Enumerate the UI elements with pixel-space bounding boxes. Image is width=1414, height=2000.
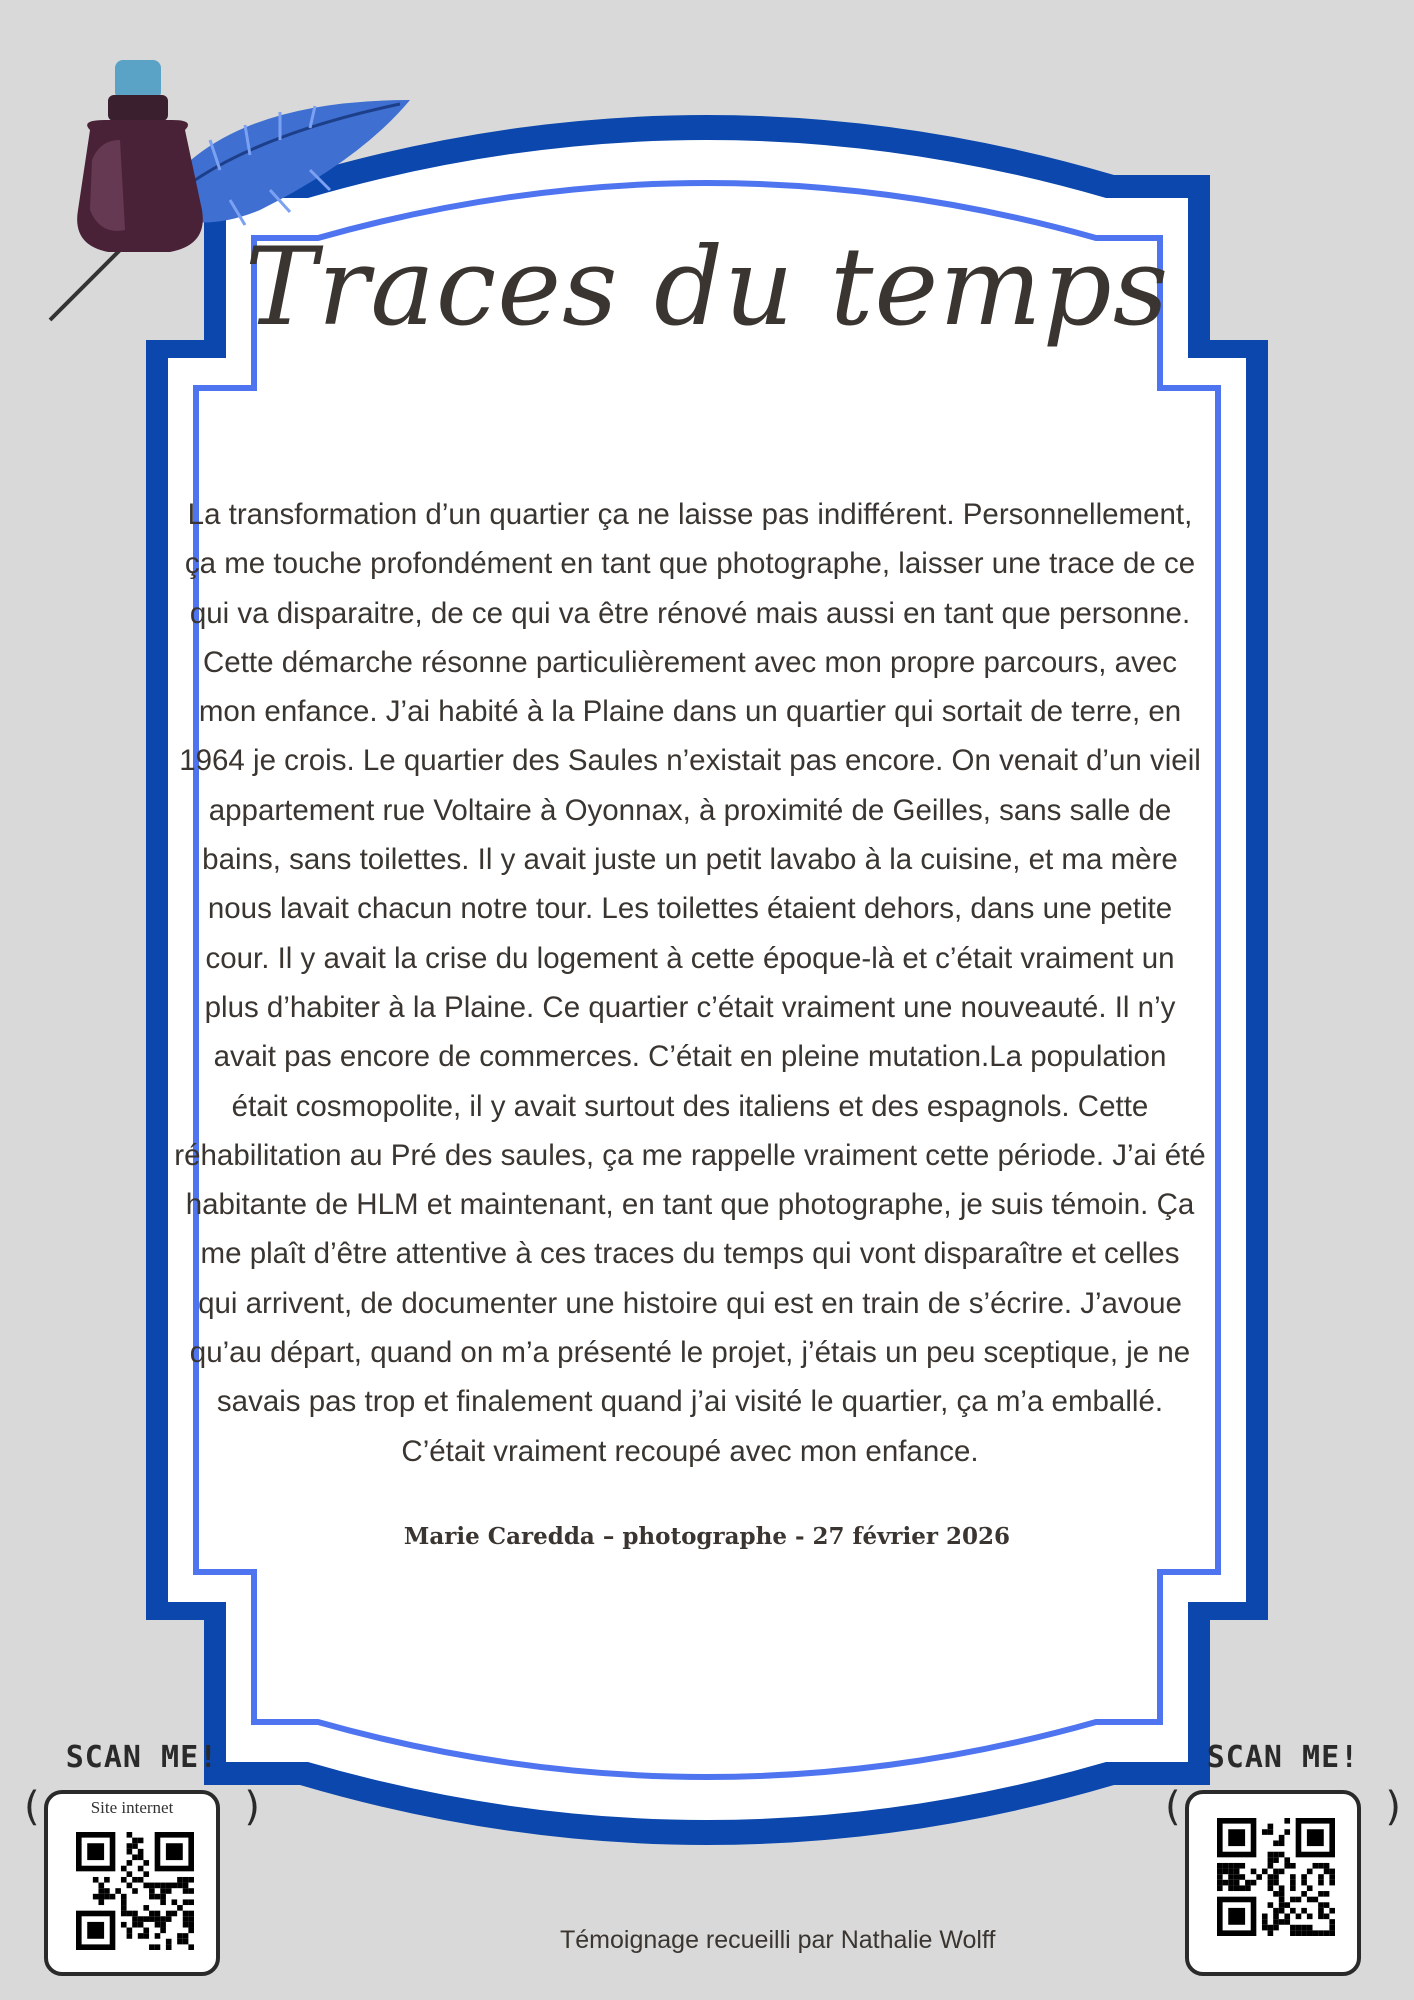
bracket-right-icon: )	[1385, 1784, 1401, 1830]
qr-caption: Site internet	[90, 1798, 174, 1817]
text-line: habitante de HLM et maintenant, en tant que photographe, je suis témoin. Ça	[185, 1188, 1195, 1222]
qr-code-icon[interactable]	[76, 1832, 194, 1950]
qr-block-website[interactable]	[22, 1740, 262, 1990]
signature-line: Marie Caredda – photographe - 27 février 2026	[403, 1523, 1011, 1550]
text-line: était cosmopolite, il y avait surtout des italiens et des espagnols. Cette	[231, 1089, 1149, 1123]
text-line: nous lavait chacun notre tour. Les toilettes étaient dehors, dans une petite	[207, 892, 1173, 926]
text-line: me plaît d’être attentive à ces traces du temps qui vont disparaître et celles	[200, 1237, 1180, 1271]
text-line: La transformation d’un quartier ça ne laisse pas indifférent. Personnellement,	[187, 498, 1193, 531]
bracket-right-icon: )	[244, 1784, 260, 1830]
text-line: qui va disparaitre, de ce qui va être rénové mais aussi en tant que personne.	[189, 596, 1191, 630]
footer-credit: Témoignage recueilli par Nathalie Wolff	[560, 1926, 996, 1954]
text-line: qu’au départ, quand on m’a présenté le projet, j’étais un peu sceptique, je ne	[189, 1336, 1191, 1370]
text-line: qui arrivent, de documenter une histoire qui est en train de s’écrire. J’avoue	[198, 1286, 1182, 1320]
text-line: ça me touche profondément en tant que photographe, laisser une trace de ce	[184, 547, 1196, 581]
text-line: savais pas trop et finalement quand j’ai visité le quartier, ça m’a emballé.	[216, 1385, 1164, 1419]
text-line: avait pas encore de commerces. C’était en pleine mutation.La population	[213, 1040, 1167, 1074]
text-line: cour. Il y avait la crise du logement à cette époque-là et c’était vraiment un	[205, 941, 1175, 975]
text-line: C’était vraiment recoupé avec mon enfance.	[401, 1434, 979, 1468]
text-line: 1964 je crois. Le quartier des Saules n’existait pas encore. On venait d’un vieil	[179, 744, 1201, 778]
testimony-text	[160, 490, 1220, 1476]
bracket-left-icon: (	[24, 1784, 40, 1830]
qr-card[interactable]	[1185, 1790, 1361, 1976]
text-line: appartement rue Voltaire à Oyonnax, à proximité de Geilles, sans salle de	[208, 793, 1172, 827]
qr-block-right[interactable]	[1163, 1740, 1403, 1990]
text-line: réhabilitation au Pré des saules, ça me rappelle vraiment cette période. J’ai été	[174, 1138, 1206, 1172]
page-title: Traces du temps	[244, 225, 1170, 350]
bracket-left-icon: (	[1165, 1784, 1181, 1830]
text-line: plus d’habiter à la Plaine. Ce quartier c’était vraiment une nouveauté. Il n’y	[204, 990, 1176, 1024]
qr-card[interactable]	[44, 1790, 220, 1976]
qr-code-icon[interactable]	[1217, 1818, 1335, 1936]
text-line: bains, sans toilettes. Il y avait juste un petit lavabo à la cuisine, et ma mère	[202, 843, 1178, 877]
scan-me-label: SCAN ME!	[1206, 1740, 1360, 1775]
text-line: Cette démarche résonne particulièrement avec mon propre parcours, avec	[203, 645, 1177, 679]
scan-me-label: SCAN ME!	[65, 1740, 219, 1775]
text-line: mon enfance. J’ai habité à la Plaine dans un quartier qui sortait de terre, en	[198, 695, 1182, 729]
